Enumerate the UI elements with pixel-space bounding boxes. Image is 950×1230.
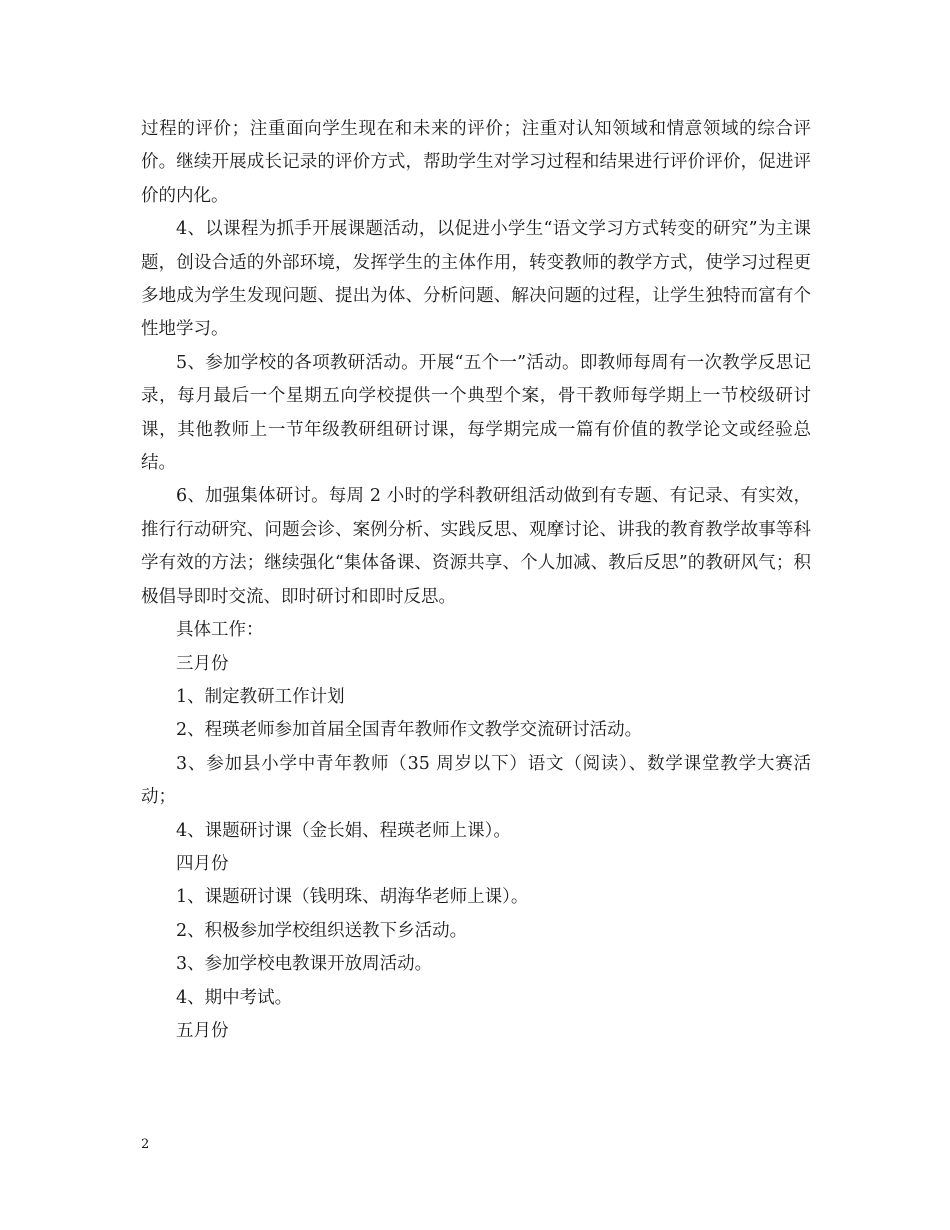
paragraph: 过程的评价；注重面向学生现在和未来的评价；注重对认知领域和情意领域的综合评价。继续开展成长记录的评价方式，帮助学生对学习过程和结果进行评价评价，促进评价的内化。 <box>141 119 811 206</box>
list-item: 1、制定教研工作计划 <box>176 686 345 707</box>
list-item: 2、程瑛老师参加首届全国青年教师作文教学交流研讨活动。 <box>176 720 643 741</box>
list-item: 4、课题研讨课（金长娟、程瑛老师上课）。 <box>176 820 511 841</box>
list-item: 3、参加学校电教课开放周活动。 <box>176 954 433 975</box>
month-heading: 四月份 <box>176 853 229 874</box>
page-number: 2 <box>141 1137 150 1152</box>
section-label: 具体工作： <box>176 620 264 641</box>
list-item: 3、参加县小学中青年教师（35 周岁以下）语文（阅读）、数学课堂教学大赛活动； <box>141 753 811 808</box>
list-item: 2、积极参加学校组织送教下乡活动。 <box>176 920 468 941</box>
paragraph: 4、以课程为抓手开展课题活动，以促进小学生“语文学习方式转变的研究”为主课题，创设合适的外部环境，发挥学生的主体作用，转变教师的教学方式，使学习过程更多地成为学生发现问题、提出为体、分析问题、解决问题的过程，让学生独特而富有个性地学习。 <box>141 219 811 340</box>
paragraph: 5、参加学校的各项教研活动。开展“五个一”活动。即教师每周有一次教学反思记录，每月最后一个星期五向学校提供一个典型个案，骨干教师每学期上一节校级研讨课，其他教师上一节年级教研组研讨课，每学期完成一篇有价值的教学论文或经验总结。 <box>141 352 811 474</box>
list-item: 4、期中考试。 <box>176 987 293 1008</box>
list-item: 1、课题研讨课（钱明珠、胡海华老师上课）。 <box>176 887 529 908</box>
month-heading: 三月份 <box>176 653 229 674</box>
paragraph: 6、加强集体研讨。每周 2 小时的学科教研组活动做到有专题、有记录、有实效，推行行动研究、问题会诊、案例分析、实践反思、观摩讨论、讲我的教育教学故事等科学有效的方法；继续强化“集体备课、资源共享、个人加减、教后反思”的教研风气；积极倡导即时交流、即时研讨和即时反思。 <box>141 486 811 607</box>
month-heading: 五月份 <box>176 1020 229 1041</box>
document-body <box>141 113 811 1048</box>
